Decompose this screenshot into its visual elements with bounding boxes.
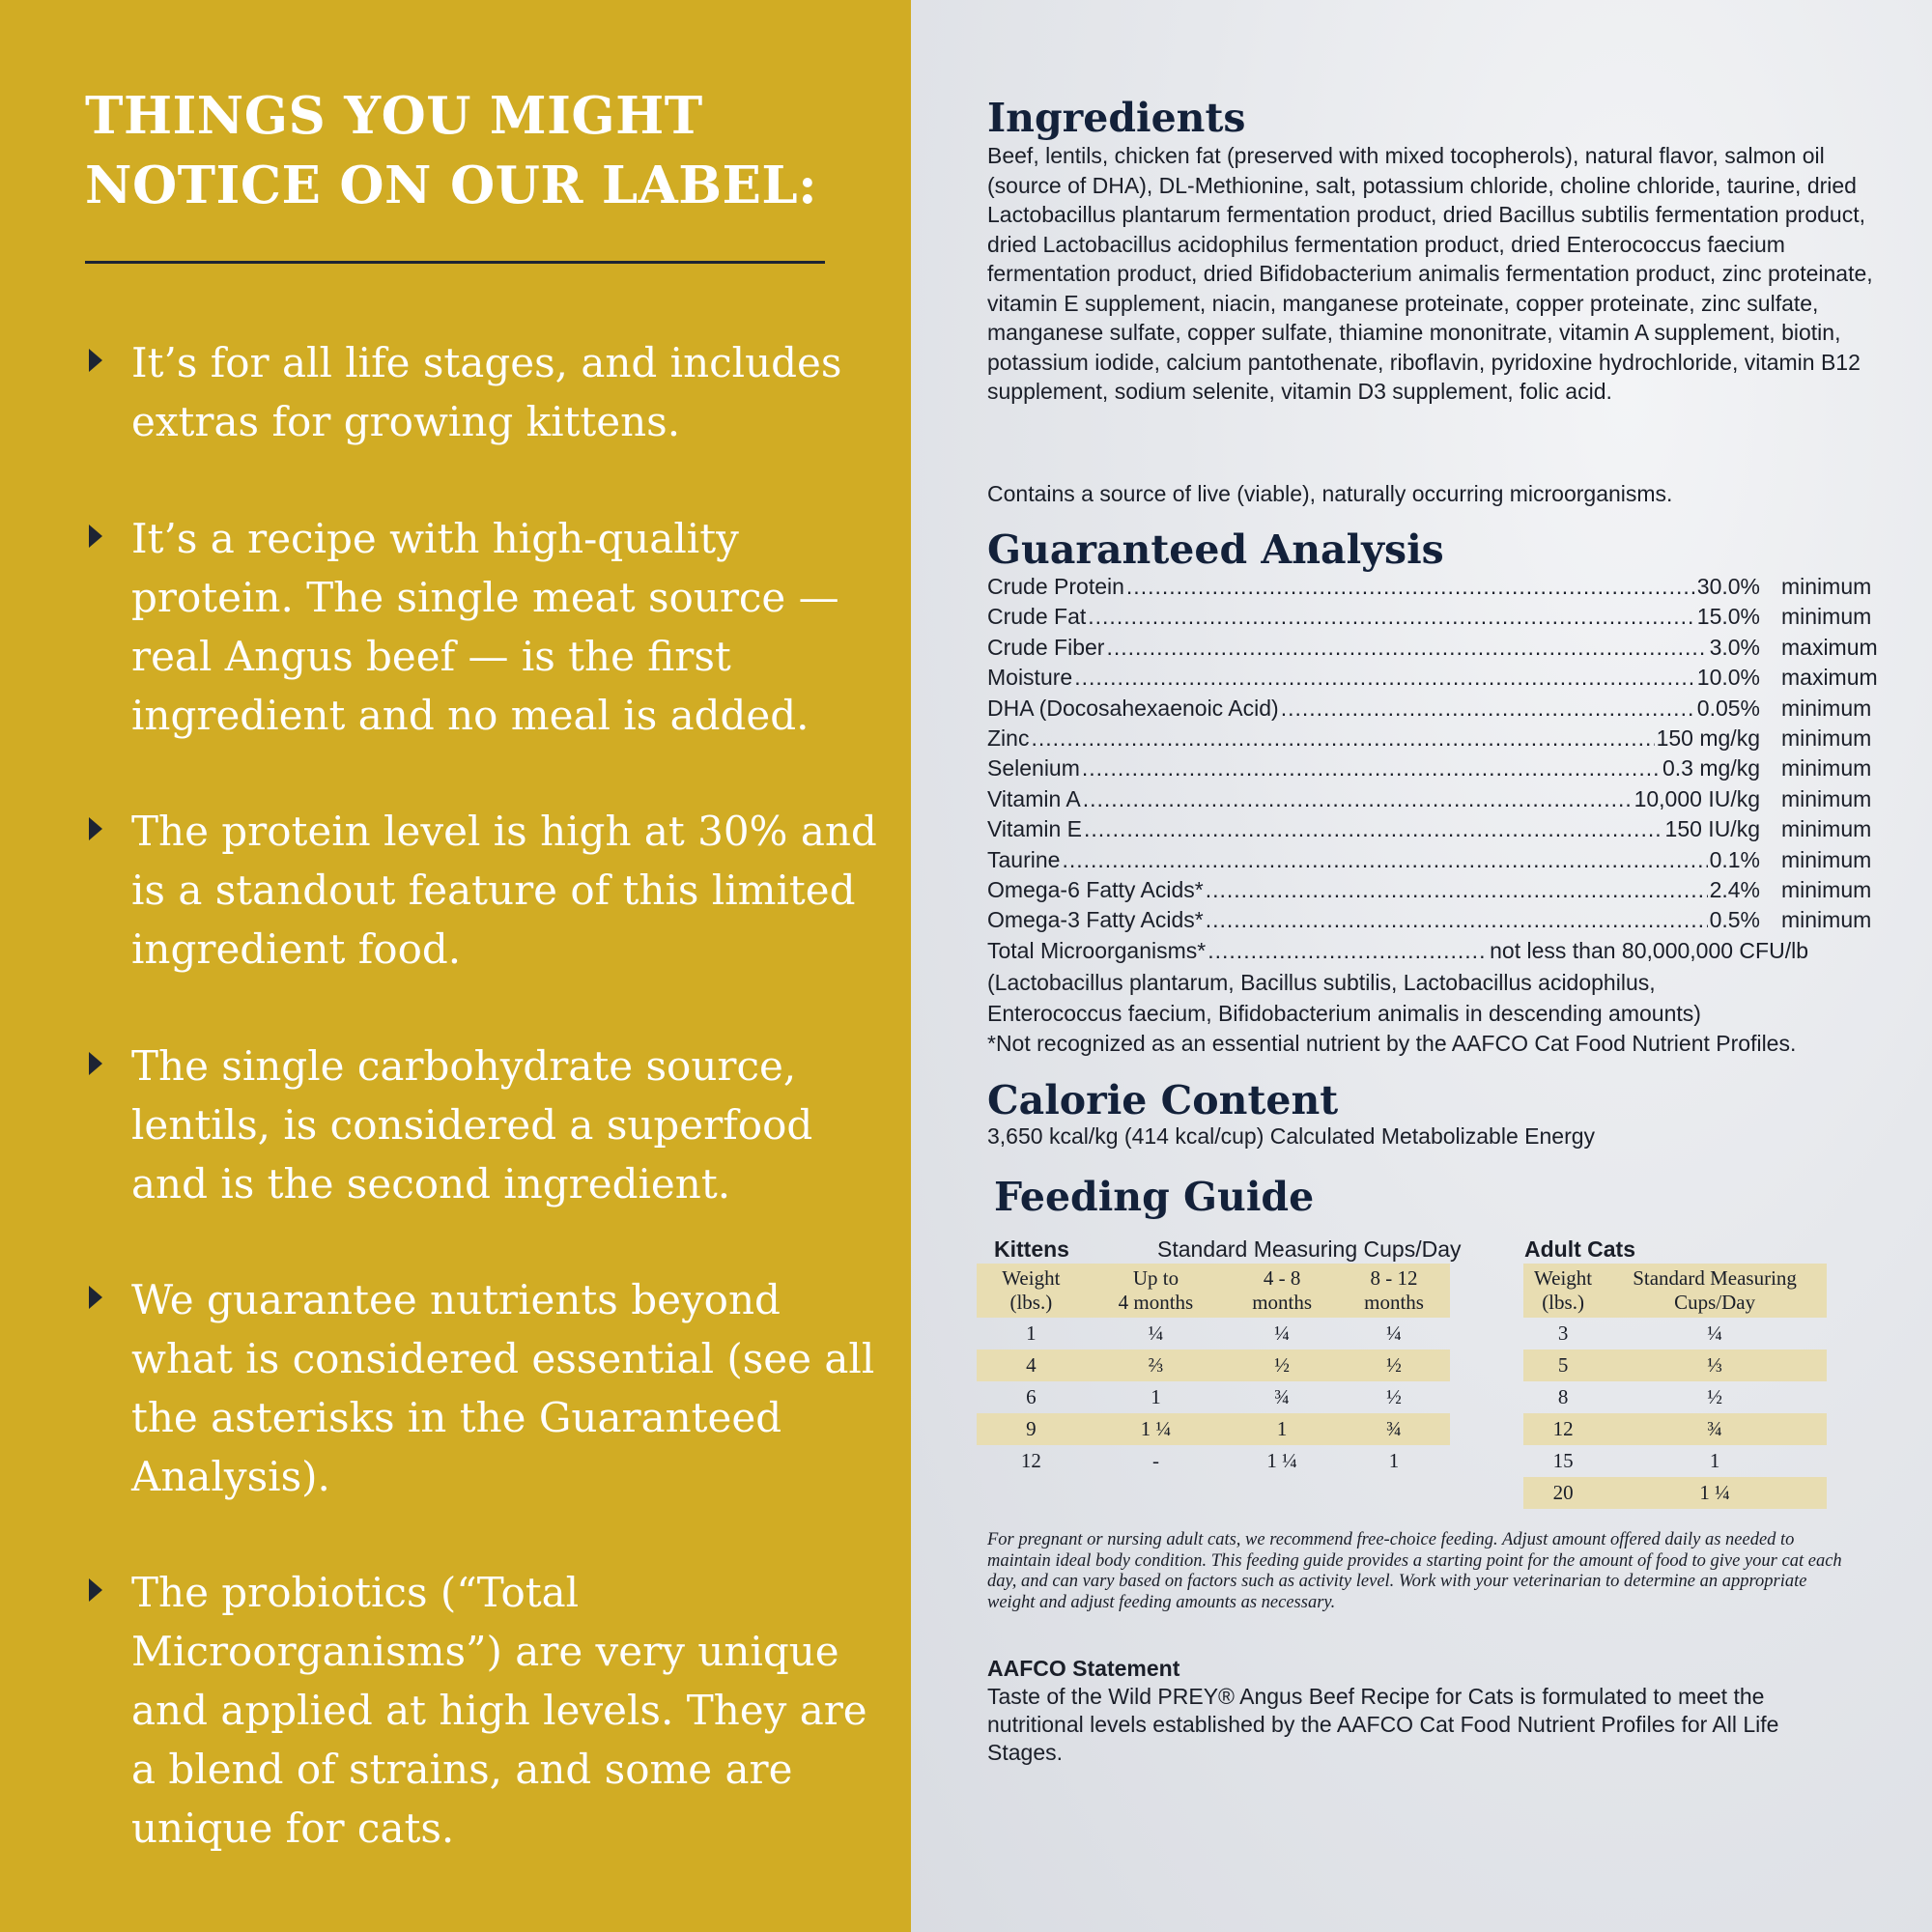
kitten-feeding-table xyxy=(977,1264,1450,1477)
table-cell: 4 xyxy=(977,1350,1086,1381)
column-header-line: Weight xyxy=(1534,1266,1593,1290)
analysis-row xyxy=(987,574,1895,604)
table-cell: 1 xyxy=(1388,1449,1400,1472)
analysis-label: Crude Fat xyxy=(987,604,1087,630)
analysis-qualifier: minimum xyxy=(1781,816,1872,842)
analysis-value: 3.0% xyxy=(1709,634,1760,660)
table-cell: ¼ xyxy=(1386,1321,1402,1345)
analysis-value: 150 IU/kg xyxy=(1664,816,1760,842)
column-header xyxy=(1523,1264,1603,1318)
analysis-footnote: *Not recognized as an essential nutrient by the AAFCO Cat Food Nutrient Profiles. xyxy=(987,1031,1797,1056)
list-item-text: It’s for all life stages, and includes extras for growing kittens. xyxy=(131,339,842,445)
analysis-value: 0.1% xyxy=(1709,846,1760,872)
column-header-line: Standard Measuring xyxy=(1633,1266,1797,1290)
analysis-row xyxy=(987,696,1895,725)
table-cell: ¾ xyxy=(1274,1385,1290,1408)
analysis-row xyxy=(987,907,1895,937)
triangle-bullet-icon xyxy=(89,817,102,840)
analysis-qualifier: minimum xyxy=(1781,695,1872,721)
table-cell: ¾ xyxy=(1338,1413,1450,1445)
analysis-value: 10,000 IU/kg xyxy=(1634,785,1760,811)
feeding-heading: Feeding Guide xyxy=(994,1174,1315,1220)
table-cell: ¼ xyxy=(1707,1321,1722,1345)
table-cell: ¼ xyxy=(1274,1321,1290,1345)
triangle-bullet-icon xyxy=(89,349,102,372)
dot-leader xyxy=(1206,907,1708,933)
table-row xyxy=(977,1381,1450,1413)
column-header xyxy=(977,1264,1086,1318)
table-row xyxy=(1523,1477,1827,1509)
list-item-text: The protein level is high at 30% and is a standout feature of this limited ingredient food. xyxy=(131,808,877,973)
table-header-row xyxy=(977,1264,1450,1318)
aafco-text: Taste of the Wild PREY® Angus Beef Recipe for Cats is formulated to meet the nutritional levels established by the AAFCO Cat Food Nutrient Profiles for All Life Stages. xyxy=(987,1684,1779,1765)
analysis-label: Taurine xyxy=(987,846,1061,872)
analysis-label: Zinc xyxy=(987,725,1030,751)
kittens-label: Kittens xyxy=(994,1236,1069,1262)
dot-leader xyxy=(1206,877,1708,903)
dot-leader xyxy=(1106,635,1707,661)
table-cell: 20 xyxy=(1523,1477,1603,1509)
table-cell: 15 xyxy=(1552,1449,1574,1472)
table-cell: ¾ xyxy=(1603,1413,1827,1445)
analysis-value: 0.3 mg/kg xyxy=(1662,755,1760,781)
table-row xyxy=(1523,1445,1827,1477)
analysis-value: 30.0% xyxy=(1696,574,1760,599)
column-header-line: Up to xyxy=(1132,1266,1179,1290)
column-header-line: Cups/Day xyxy=(1674,1291,1756,1314)
dot-leader xyxy=(1088,604,1695,630)
analysis-label: Total Microorganisms* xyxy=(987,937,1207,963)
table-row xyxy=(1523,1350,1827,1381)
dot-leader xyxy=(1208,938,1488,964)
column-header-line: months xyxy=(1364,1291,1424,1314)
table-cell: 1 ¼ xyxy=(1086,1413,1226,1445)
dot-leader xyxy=(1082,755,1661,781)
triangle-bullet-icon xyxy=(89,1578,102,1602)
triangle-bullet-icon xyxy=(89,1286,102,1309)
analysis-row xyxy=(987,725,1895,755)
analysis-qualifier: maximum xyxy=(1781,665,1878,691)
table-cell: ½ xyxy=(1338,1350,1450,1381)
dot-leader xyxy=(1074,665,1695,691)
right-panel xyxy=(911,0,1932,1932)
triangle-bullet-icon xyxy=(89,1052,102,1075)
column-header xyxy=(1338,1264,1450,1318)
analysis-row xyxy=(987,877,1895,907)
analysis-qualifier: minimum xyxy=(1781,755,1872,781)
dot-leader xyxy=(1126,574,1695,600)
title-divider xyxy=(85,261,825,264)
analysis-row xyxy=(987,816,1895,846)
column-header-line: (lbs.) xyxy=(1009,1291,1053,1314)
ingredients-heading: Ingredients xyxy=(987,95,1246,141)
dot-leader xyxy=(1084,816,1663,842)
table-cell: 5 xyxy=(1523,1350,1603,1381)
table-cell: ½ xyxy=(1707,1385,1722,1408)
list-item-text: The single carbohydrate source, lentils, is considered a superfood and is the second ingredient. xyxy=(131,1042,813,1208)
analysis-row xyxy=(987,665,1895,695)
list-item-text: We guarantee nutrients beyond what is considered essential (see all the asterisks in the Guaranteed Analysis). xyxy=(131,1276,875,1500)
dot-leader xyxy=(1281,696,1695,722)
dot-leader xyxy=(1031,725,1654,752)
table-cell: 1 xyxy=(1026,1321,1037,1345)
calorie-heading: Calorie Content xyxy=(987,1077,1339,1123)
analysis-label: Vitamin E xyxy=(987,816,1083,842)
column-header xyxy=(1603,1264,1827,1318)
analysis-label: Omega-6 Fatty Acids* xyxy=(987,877,1204,902)
table-cell: 1 xyxy=(1709,1449,1720,1472)
table-cell: 3 xyxy=(1557,1321,1569,1345)
analysis-value: 15.0% xyxy=(1696,604,1760,630)
table-row xyxy=(1523,1413,1827,1445)
column-header-line: 4 - 8 xyxy=(1263,1266,1301,1290)
analysis-qualifier: minimum xyxy=(1781,725,1872,751)
analysis-value: 150 mg/kg xyxy=(1656,725,1760,751)
analysis-qualifier: minimum xyxy=(1781,846,1872,872)
list-item-text: It’s a recipe with high-quality protein. The single meat source — real Angus beef — is the first ingredient and no meal is added. xyxy=(131,515,839,739)
title-line-1: THINGS YOU MIGHT xyxy=(85,86,703,146)
microorganisms-note: Contains a source of live (viable), naturally occurring microorganisms. xyxy=(987,481,1673,506)
analysis-value: 10.0% xyxy=(1696,665,1760,691)
analysis-value: not less than 80,000,000 CFU/lb xyxy=(1490,937,1808,963)
analysis-value: 2.4% xyxy=(1709,877,1760,902)
column-header-line: (lbs.) xyxy=(1542,1291,1584,1314)
aafco-heading: AAFCO Statement xyxy=(987,1656,1180,1681)
table-cell: 12 xyxy=(1523,1413,1603,1445)
column-header xyxy=(1226,1264,1338,1318)
table-row xyxy=(977,1318,1450,1350)
ingredients-text: Beef, lentils, chicken fat (preserved with mixed tocopherols), natural flavor, salmon oil (source of DHA), DL-Methionine, salt, potassium chloride, choline chloride, taurine, dried Lactobacillus plantarum fermentation product, dried Bacillus subtilis fermentation product, dried Lactobacillus acidophilus fermentation product, dried Enterococcus faecium fermentation product, dried Bifidobacterium animalis fermentation product, zinc proteinate, vitamin E supplement, niacin, manganese proteinate, copper proteinate, zinc sulfate, manganese sulfate, copper sulfate, thiamine mononitrate, vitamin A supplement, biotin, potassium iodide, calcium pantothenate, riboflavin, pyridoxine hydrochloride, vitamin B12 supplement, sodium selenite, vitamin D3 supplement, folic acid. xyxy=(987,143,1873,404)
analysis-row xyxy=(987,786,1895,816)
table-cell: 1 xyxy=(1151,1385,1161,1408)
strains-list: Enterococcus faecium, Bifidobacterium animalis in descending amounts) xyxy=(987,1000,1701,1026)
table-cell: 1 ¼ xyxy=(1266,1449,1297,1472)
table-row xyxy=(977,1413,1450,1445)
analysis-row xyxy=(987,635,1895,665)
table-row xyxy=(977,1350,1450,1381)
analysis-value: 0.05% xyxy=(1696,695,1760,721)
table-header-row xyxy=(1523,1264,1827,1318)
analysis-label: Crude Protein xyxy=(987,574,1124,599)
column-header-line: months xyxy=(1252,1291,1313,1314)
dot-leader xyxy=(1062,847,1707,873)
table-cell: ⅔ xyxy=(1086,1350,1226,1381)
table-row xyxy=(1523,1381,1827,1413)
table-cell: ½ xyxy=(1386,1385,1402,1408)
analysis-label: Vitamin A xyxy=(987,785,1081,811)
analysis-row xyxy=(987,755,1895,785)
analysis-qualifier: minimum xyxy=(1781,574,1872,599)
analysis-label: Moisture xyxy=(987,665,1073,691)
analysis-qualifier: maximum xyxy=(1781,634,1878,660)
table-cell: ½ xyxy=(1226,1350,1338,1381)
left-panel xyxy=(0,0,911,1932)
adult-feeding-table xyxy=(1523,1264,1827,1509)
analysis-heading: Guaranteed Analysis xyxy=(987,526,1444,573)
analysis-qualifier: minimum xyxy=(1781,604,1872,630)
table-cell: 1 xyxy=(1226,1413,1338,1445)
table-cell: 8 xyxy=(1557,1385,1569,1408)
feeding-note: For pregnant or nursing adult cats, we recommend free-choice feeding. Adjust amount offered daily as needed to maintain ideal body condition. This feeding guide provides a starting point for the amount of food to give your cat each day, and can vary based on factors such as activity level. Work with your veterinarian to determine an appropriate weight and adjust feeding amounts as necessary. xyxy=(987,1530,1842,1612)
analysis-label: Selenium xyxy=(987,755,1080,781)
strains-list: (Lactobacillus plantarum, Bacillus subtilis, Lactobacillus acidophilus, xyxy=(987,970,1656,996)
dot-leader xyxy=(1083,786,1633,812)
table-cell: 1 ¼ xyxy=(1603,1477,1827,1509)
column-header-line: 4 months xyxy=(1118,1291,1194,1314)
adult-cats-label: Adult Cats xyxy=(1524,1236,1635,1262)
analysis-row xyxy=(987,847,1895,877)
cups-label: Standard Measuring Cups/Day xyxy=(1157,1236,1462,1262)
table-cell: ¼ xyxy=(1148,1321,1164,1345)
analysis-row xyxy=(987,604,1895,634)
label-notes-title xyxy=(85,81,858,220)
analysis-label: DHA (Docosahexaenoic Acid) xyxy=(987,695,1279,721)
table-row xyxy=(1523,1318,1827,1350)
analysis-qualifier: minimum xyxy=(1781,785,1872,811)
column-header-line: 8 - 12 xyxy=(1370,1266,1418,1290)
analysis-label: Omega-3 Fatty Acids* xyxy=(987,907,1204,933)
column-header-line: Weight xyxy=(1002,1266,1061,1290)
analysis-qualifier: minimum xyxy=(1781,877,1872,902)
calorie-text: 3,650 kcal/kg (414 kcal/cup) Calculated Metabolizable Energy xyxy=(987,1123,1596,1149)
table-row xyxy=(977,1445,1450,1477)
triangle-bullet-icon xyxy=(89,525,102,548)
column-header xyxy=(1086,1264,1226,1318)
analysis-label: Crude Fiber xyxy=(987,634,1105,660)
table-cell: 6 xyxy=(1026,1385,1037,1408)
table-cell: 9 xyxy=(977,1413,1086,1445)
analysis-value: 0.5% xyxy=(1709,907,1760,933)
title-line-2: NOTICE ON OUR LABEL: xyxy=(85,156,818,215)
list-item-text: The probiotics (“Total Microorganisms”) are very unique and applied at high levels. They are a blend of strains, and some are unique for cats. xyxy=(131,1569,867,1852)
table-cell: 12 xyxy=(1020,1449,1041,1472)
analysis-row-microorganisms xyxy=(987,938,1808,968)
analysis-qualifier: minimum xyxy=(1781,907,1872,933)
table-cell: ⅓ xyxy=(1603,1350,1827,1381)
table-cell: - xyxy=(1151,1449,1159,1472)
